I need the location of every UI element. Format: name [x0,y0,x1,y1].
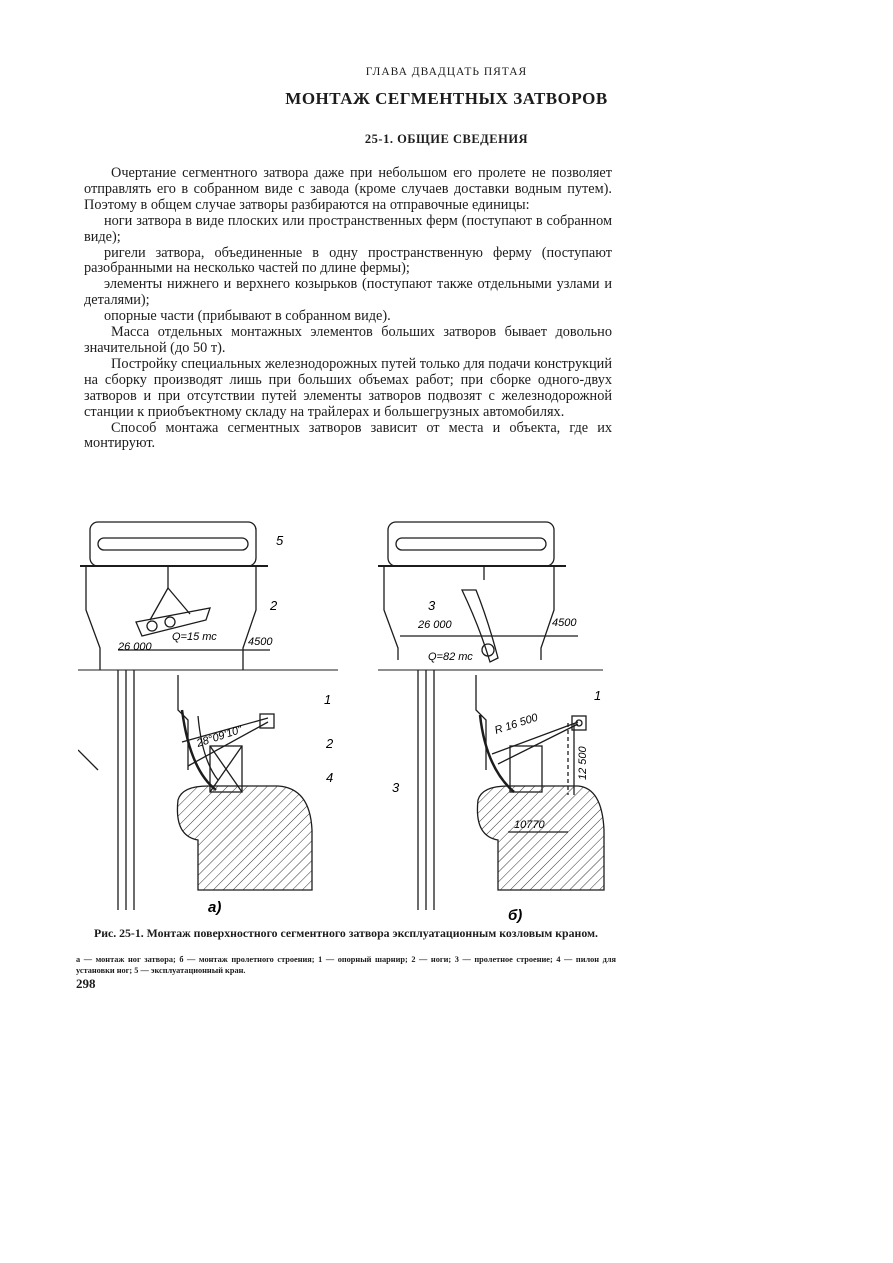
page-title: МОНТАЖ СЕГМЕНТНЫХ ЗАТВОРОВ [285,89,608,108]
page-number: 298 [76,976,96,991]
paragraph: Способ монтажа сегментных затворов зависит от места и объекта, где их монтируют. [84,419,612,452]
paragraph: Очертание сегментного затвора даже при небольшом его пролете не позволяет отправлять его в собранном виде с завода (кроме случаев доставки водным путем). Поэтому в общем случае затворы разбираются на отправочные единицы: [84,165,612,213]
list-item: ригели затвора, объединенные в одну пространственную ферму (поступают разобранными на несколько частей по длине фермы); [84,244,612,277]
panel-b [378,522,604,910]
figure-caption: Рис. 25-1. Монтаж поверхностного сегментного затвора эксплуатационным козловым краном. [94,926,598,940]
offset-dimension-b: 4500 [552,617,577,629]
span-dimension-b: 26 000 [418,619,452,631]
body-text [84,166,612,452]
offset-dimension-a: 4500 [248,636,273,648]
height-dimension: 12 500 [577,746,589,780]
load-label-b: Q=82 тс [428,651,473,663]
callout-1-b: 1 [594,688,602,703]
load-label-a: Q=15 тс [172,631,217,643]
section-heading: 25-1. ОБЩИЕ СВЕДЕНИЯ [364,132,529,146]
list-item: элементы нижнего и верхнего козырьков (поступают также отдельными узлами и деталями); [84,276,612,309]
callout-2-top: 2 [270,598,278,613]
angle-label: 28°09'10" [195,723,244,750]
paragraph: Постройку специальных железнодорожных путей только для подачи конструкций на сборку производят лишь при больших объемах работ; при сборке одного-двух затворов и при отсутствии путей элементы затворов подвозят с железнодорожной станции к приобъектному складу на трайлерах и большегрузных автомобилях. [84,355,612,420]
callout-1-a: 1 [324,692,332,707]
list-item: опорные части (прибывают в собранном виде). [104,308,391,325]
span-dimension-a: 26 000 [118,641,152,653]
callout-5: 5 [276,533,284,548]
base-dimension: 10770 [514,819,545,831]
panel-label-b: б) [508,907,523,924]
paragraph: Масса отдельных монтажных элементов больших затворов бывает довольно значительной (до 50 т). [84,324,612,356]
callout-4: 4 [326,770,334,785]
panel-label-a: а) [208,899,222,916]
chapter-heading: ГЛАВА ДВАДЦАТЬ ПЯТАЯ [365,66,528,78]
radius-label: R 16 500 [493,711,540,737]
callout-3-top: 3 [428,598,436,613]
figure-drawing [78,510,618,930]
list-item: ноги затвора в виде плоских или пространственных ферм (поступают в собранном виде); [84,212,612,245]
callout-2-bottom: 2 [326,736,334,751]
panel-a [78,522,338,910]
figure-legend: а — монтаж ног затвора; б — монтаж пролетного строения; 1 — опорный шарнир; 2 — ноги; 3 — пролетное строение; 4 — пилон для установки ног; 5 — эксплуатационный кран. [76,955,616,975]
callout-3-bottom: 3 [392,780,400,795]
